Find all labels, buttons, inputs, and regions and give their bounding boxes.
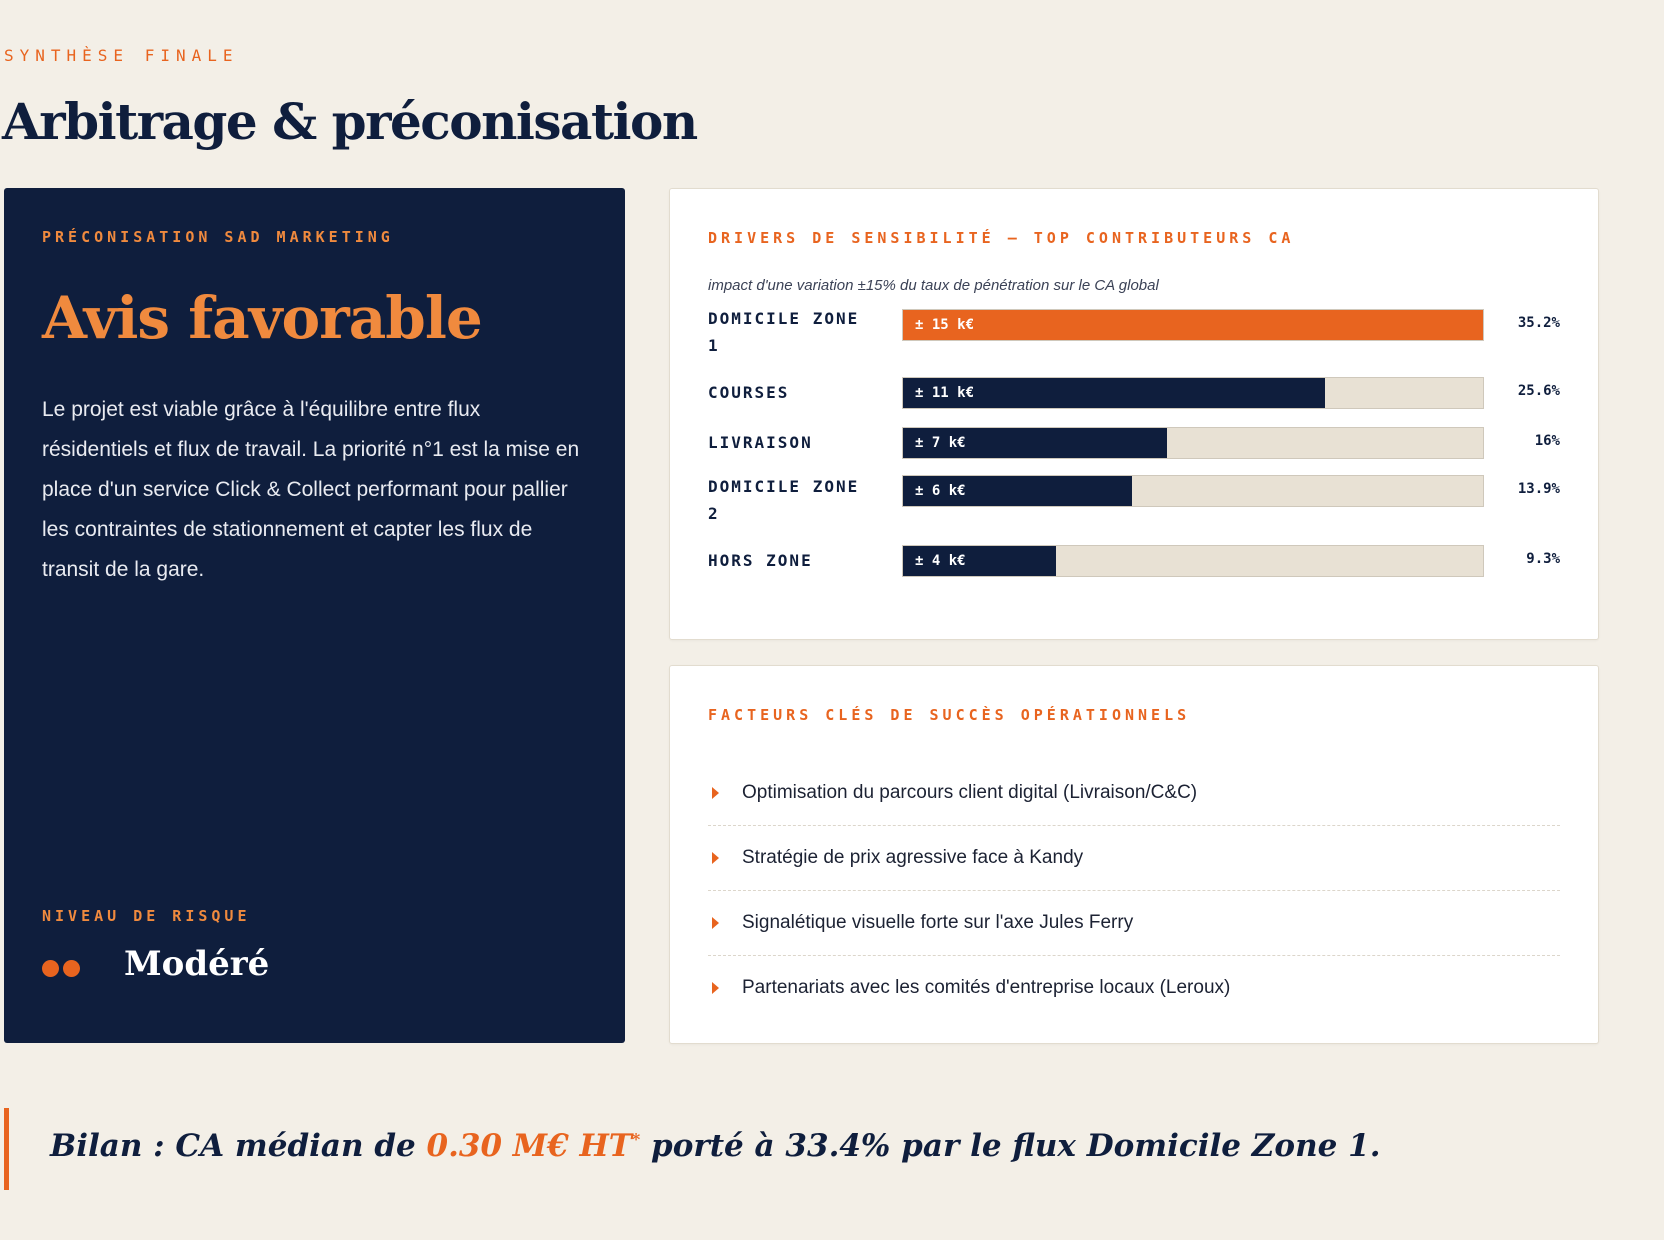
bar-percent-label: 25.6% <box>1517 383 1560 399</box>
bar-percent-label: 9.3% <box>1526 551 1560 567</box>
recommendation-verdict: Avis favorable <box>42 284 482 352</box>
bilan-text <box>50 1128 1381 1164</box>
caret-right-icon <box>712 787 719 799</box>
factor-text: Signalétique visuelle forte sur l'axe Jules Ferry <box>742 912 1134 933</box>
risk-dot <box>63 960 80 977</box>
bar-value-label: ± 11 k€ <box>915 385 975 401</box>
bar-track <box>902 475 1484 507</box>
recommendation-description: Le projet est viable grâce à l'équilibre entre flux résidentiels et flux de travail. La priorité n°1 est la mise en place d'un service Click & Collect performant pour pallier les contraintes de stationnement et capter les flux de transit de la gare. <box>42 398 580 581</box>
bar-value-label: ± 15 k€ <box>915 317 975 333</box>
bilan-suffix: porté à 33.4% par le flux Domicile Zone 1. <box>651 1128 1381 1164</box>
drivers-title: DRIVERS DE SENSIBILITÉ — TOP CONTRIBUTEURS CA <box>708 229 1295 247</box>
drivers-subtitle: impact d'une variation ±15% du taux de pénétration sur le CA global <box>708 277 1159 294</box>
bar-category-label: DOMICILE ZONE 1 <box>708 309 860 355</box>
bilan-prefix: Bilan : CA médian de <box>50 1128 416 1164</box>
bar-fill <box>903 428 1167 458</box>
factor-text: Partenariats avec les comités d'entreprise locaux (Leroux) <box>742 977 1231 998</box>
bilan-banner <box>4 1108 1381 1190</box>
drivers-card <box>669 188 1599 640</box>
factor-item <box>708 956 1560 1020</box>
factor-text: Stratégie de prix agressive face à Kandy <box>742 847 1084 868</box>
caret-right-icon <box>712 982 719 994</box>
section-eyebrow: SYNTHÈSE FINALE <box>4 46 239 65</box>
factor-item <box>708 826 1560 891</box>
bar-percent-label: 13.9% <box>1517 481 1560 497</box>
bar-category-label: COURSES <box>708 383 790 402</box>
factor-text: Optimisation du parcours client digital (Livraison/C&C) <box>742 782 1198 803</box>
bar-category-label: DOMICILE ZONE 2 <box>708 477 860 523</box>
bar-track <box>902 427 1484 459</box>
recommendation-label: PRÉCONISATION SAD MARKETING <box>42 228 394 246</box>
recommendation-panel <box>4 188 625 1043</box>
risk-dot <box>42 960 59 977</box>
bilan-footnote-mark: * <box>631 1129 641 1149</box>
bar-value-label: ± 6 k€ <box>915 483 966 499</box>
factor-item <box>708 891 1560 956</box>
bar-value-label: ± 7 k€ <box>915 435 966 451</box>
bar-percent-label: 35.2% <box>1517 315 1560 331</box>
risk-dots <box>42 960 80 977</box>
risk-level-label: NIVEAU DE RISQUE <box>42 907 251 925</box>
bar-fill <box>903 310 1483 340</box>
bar-value-label: ± 4 k€ <box>915 553 966 569</box>
bar-fill <box>903 378 1325 408</box>
bar-track <box>902 309 1484 341</box>
bar-track <box>902 377 1484 409</box>
bar-category-label: LIVRAISON <box>708 433 813 452</box>
bar-fill <box>903 476 1132 506</box>
factors-title: FACTEURS CLÉS DE SUCCÈS OPÉRATIONNELS <box>708 706 1191 724</box>
caret-right-icon <box>712 852 719 864</box>
page-title: Arbitrage & préconisation <box>2 92 697 151</box>
bar-category-label: HORS ZONE <box>708 551 813 570</box>
factors-list <box>708 761 1560 1020</box>
bar-track <box>902 545 1484 577</box>
caret-right-icon <box>712 917 719 929</box>
bilan-highlight: 0.30 M€ HT <box>426 1128 632 1164</box>
factor-item <box>708 761 1560 826</box>
bar-fill <box>903 546 1056 576</box>
bar-percent-label: 16% <box>1534 433 1560 449</box>
risk-level-value: Modéré <box>124 944 270 984</box>
factors-card <box>669 665 1599 1044</box>
